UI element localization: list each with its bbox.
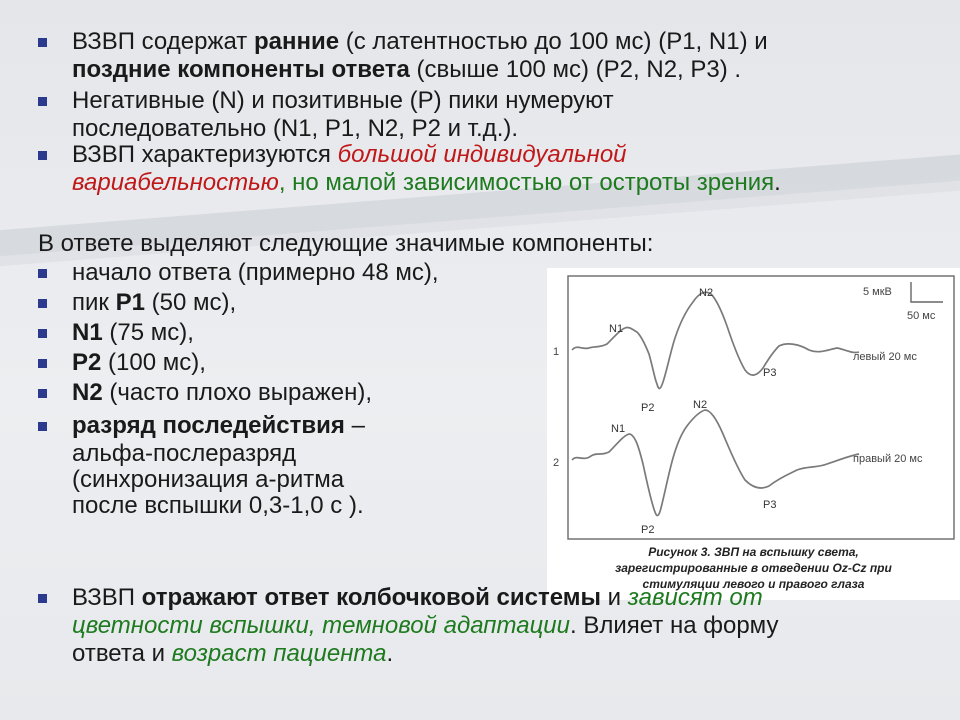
vep-figure bbox=[547, 268, 960, 600]
bullet-marker bbox=[38, 329, 47, 338]
afterdischarge-line-4: после вспышки 0,3-1,0 с ). bbox=[72, 492, 364, 519]
figure-caption-line-3: стимуляции левого и правого глаза bbox=[642, 577, 865, 591]
trace-2-peak-p3: P3 bbox=[763, 499, 777, 511]
bullet-marker bbox=[38, 422, 47, 431]
components-intro: В ответе выделяют следующие значимые компоненты: bbox=[38, 230, 654, 257]
trace-2-number: 2 bbox=[553, 457, 560, 469]
trace-1-waveform bbox=[572, 292, 859, 388]
scale-bar bbox=[911, 282, 943, 302]
figure-caption-line-1: Рисунок 3. ЗВП на вспышку света, bbox=[648, 545, 859, 559]
trace-2-peak-p2: P2 bbox=[641, 524, 655, 536]
bullet-marker bbox=[38, 594, 47, 603]
bullet-3-line-2: вариабельностью, но малой зависимостью от остроты зрения. bbox=[72, 169, 781, 196]
bullet-marker bbox=[38, 151, 47, 160]
bullet-2-line-1: Негативные (N) и позитивные (Р) пики нумеруют bbox=[72, 87, 614, 114]
bullet-marker bbox=[38, 359, 47, 368]
trace-2-label: правый 20 мс bbox=[853, 453, 923, 465]
afterdischarge-line-3: (синхронизация а-ритма bbox=[72, 466, 345, 493]
bullet-3-line-1: ВЗВП характеризуются большой индивидуальной bbox=[72, 141, 627, 168]
component-n1: N1 (75 мс), bbox=[72, 319, 194, 346]
component-p1: пик P1 (50 мс), bbox=[72, 289, 237, 316]
scale-x-label: 50 мс bbox=[907, 310, 936, 322]
plot-frame bbox=[568, 276, 954, 539]
component-p2: P2 (100 мс), bbox=[72, 349, 206, 376]
bullet-1-line-1: ВЗВП содержат ранние (с латентностью до 100 мс) (Р1, N1) и bbox=[72, 28, 768, 55]
trace-1-peak-p2: P2 bbox=[641, 402, 655, 414]
trace-2-peak-n1: N1 bbox=[611, 423, 626, 435]
component-onset: начало ответа (примерно 48 мс), bbox=[72, 259, 439, 286]
bullet-final-line-1: ВЗВП отражают ответ колбочковой системы и зависят от bbox=[72, 584, 763, 611]
trace-1-peak-p3: P3 bbox=[763, 367, 777, 379]
afterdischarge-line-2: альфа-послеразряд bbox=[72, 440, 297, 467]
bullet-marker bbox=[38, 299, 47, 308]
bullet-marker bbox=[38, 269, 47, 278]
trace-1-number: 1 bbox=[553, 346, 560, 358]
component-n2: N2 (часто плохо выражен), bbox=[72, 379, 373, 406]
trace-1-label: левый 20 мс bbox=[853, 351, 917, 363]
figure-caption-line-2: зарегистрированные в отведении Oz-Cz при bbox=[615, 561, 892, 575]
bullet-final-line-3: ответа и возраст пациента. bbox=[72, 640, 394, 667]
component-afterdischarge: разряд последействия – bbox=[72, 412, 365, 439]
trace-1-peak-n1: N1 bbox=[609, 323, 624, 335]
bullet-2-line-2: последовательно (N1, Р1, N2, Р2 и т.д.). bbox=[72, 115, 519, 142]
bullet-marker bbox=[38, 389, 47, 398]
scale-y-label: 5 мкВ bbox=[863, 286, 892, 298]
bullet-final-line-2: цветности вспышки, темновой адаптации. Влияет на форму bbox=[72, 612, 779, 639]
bullet-1-line-2: поздние компоненты ответа (свыше 100 мс) (Р2, N2, Р3) . bbox=[72, 56, 742, 83]
trace-2-peak-n2: N2 bbox=[693, 399, 708, 411]
trace-1-peak-n2: N2 bbox=[699, 287, 714, 299]
bullet-marker bbox=[38, 97, 47, 106]
bullet-marker bbox=[38, 38, 47, 47]
